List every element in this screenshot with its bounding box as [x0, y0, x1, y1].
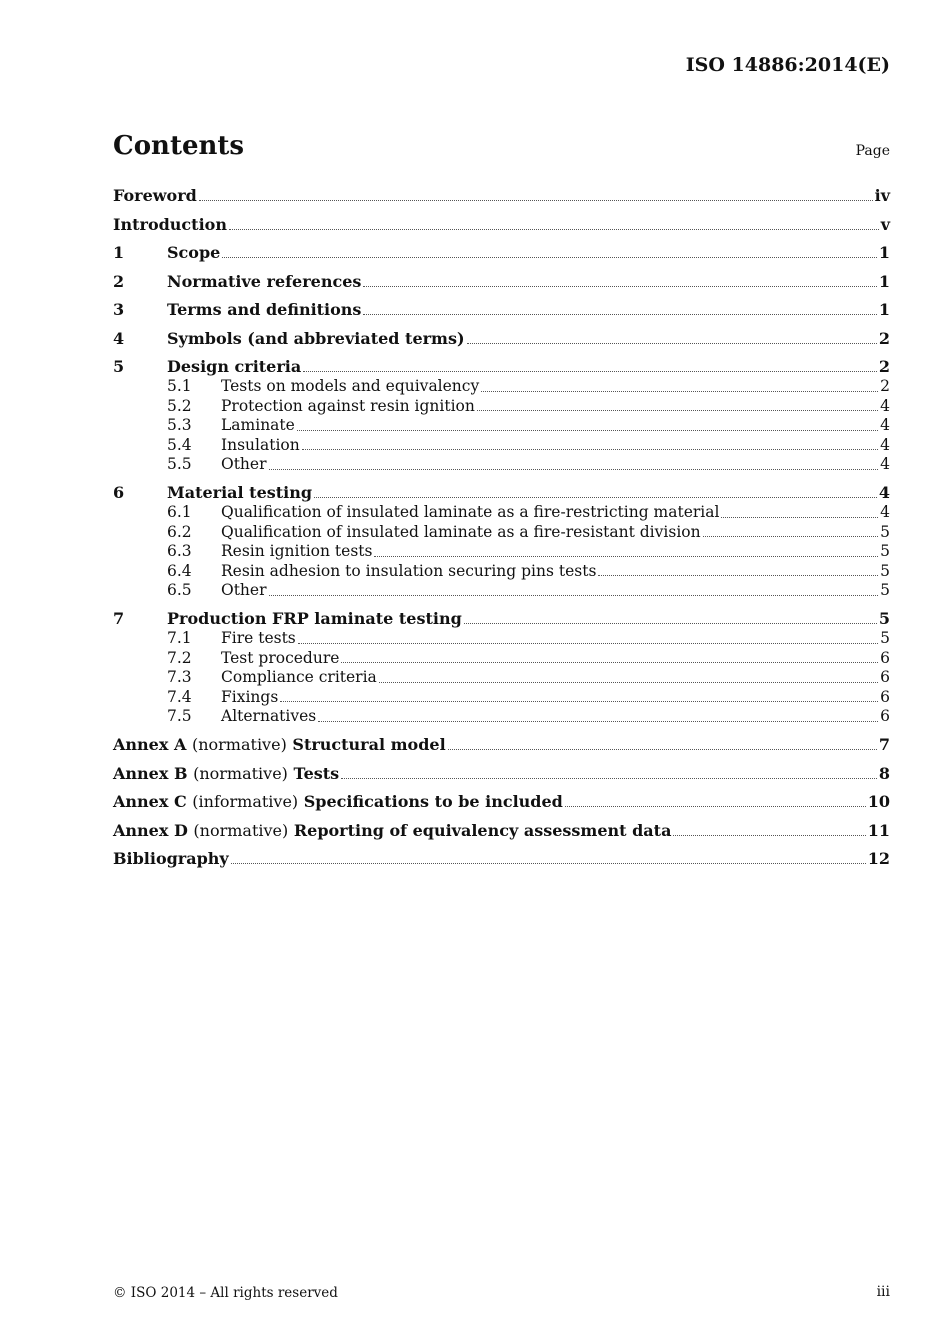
toc-entry-title: Resin adhesion to insulation securing pins tests: [221, 561, 597, 580]
toc-entry-page: 6: [880, 707, 890, 725]
toc-entry[interactable]: [113, 185, 890, 206]
toc-entry[interactable]: [113, 707, 890, 727]
toc-entry-page: 12: [867, 849, 890, 868]
toc-entry-title: Protection against resin ignition: [221, 396, 475, 415]
toc-entry-title: Design criteria: [167, 357, 302, 376]
toc-entry-page: 6: [880, 668, 890, 686]
toc-entry-page: 8: [878, 763, 890, 783]
toc-entry-page: 5: [880, 522, 890, 541]
toc-entry-number: 7.2: [167, 648, 192, 667]
annex-type: (normative): [193, 820, 289, 840]
toc-entry-title: [113, 791, 563, 812]
toc-entry-number: 6: [113, 483, 125, 502]
toc-entry[interactable]: [113, 523, 890, 543]
dot-leader: [229, 228, 879, 230]
dot-leader: [231, 862, 866, 864]
dot-leader: [199, 199, 873, 201]
toc-entry[interactable]: [113, 820, 890, 841]
toc-entry-page: 4: [878, 483, 890, 502]
dot-leader: [303, 370, 877, 372]
copyright-notice: © ISO 2014 – All rights reserved: [113, 1285, 338, 1301]
dot-leader: [565, 805, 866, 807]
annex-title: Reporting of equivalency assessment data: [293, 820, 672, 840]
toc-entry[interactable]: [113, 734, 890, 755]
toc-entry-title: [113, 734, 446, 755]
dot-leader: [703, 535, 879, 537]
annex-title: Specifications to be included: [303, 792, 563, 811]
toc-entry-title: [113, 820, 671, 841]
toc-entry-title: Insulation: [221, 435, 300, 454]
dot-leader: [379, 681, 878, 683]
toc-entry[interactable]: [113, 688, 890, 708]
toc-entry-number: 7: [113, 609, 125, 628]
toc-entry[interactable]: [113, 242, 890, 263]
toc-entry-title: Alternatives: [221, 707, 317, 725]
toc-entry-number: 6.2: [167, 522, 192, 541]
toc-entry[interactable]: [113, 629, 890, 649]
toc-entry-page: 1: [878, 271, 890, 291]
toc-entry[interactable]: [113, 416, 890, 436]
toc-entry[interactable]: [113, 299, 890, 320]
toc-entry-page: 10: [867, 792, 890, 811]
toc-entry-number: 5.2: [167, 396, 192, 415]
dot-leader: [222, 256, 877, 258]
toc-entry-page: v: [880, 214, 890, 234]
toc-entry[interactable]: [113, 356, 890, 377]
toc-entry-page: 4: [880, 455, 890, 473]
toc-entry-title: Foreword: [113, 186, 197, 205]
toc-entry-title: Production FRP laminate testing: [167, 609, 462, 628]
toc-entry[interactable]: [113, 482, 890, 503]
toc-entry-title: Terms and definitions: [167, 300, 362, 319]
toc-entry-number: 7.5: [167, 707, 192, 725]
dot-leader: [363, 285, 876, 287]
annex-label: Annex C: [113, 792, 187, 811]
annex-title: Tests: [293, 763, 340, 783]
toc-entry[interactable]: [113, 214, 890, 235]
toc-entry-title: Symbols (and abbreviated terms): [167, 328, 465, 348]
toc-entry-number: 6.1: [167, 503, 192, 521]
table-of-contents: [113, 185, 890, 869]
footer-page-number: iii: [876, 1284, 890, 1300]
toc-entry[interactable]: [113, 397, 890, 417]
toc-entry-title: Compliance criteria: [221, 668, 377, 686]
toc-entry[interactable]: [113, 436, 890, 456]
toc-entry-title: [113, 763, 339, 784]
toc-entry-page: 5: [880, 581, 890, 599]
annex-type: (normative): [193, 763, 288, 783]
dot-leader: [269, 468, 879, 470]
toc-entry-page: 2: [878, 328, 890, 348]
toc-entry-page: 6: [880, 687, 890, 706]
toc-entry[interactable]: [113, 542, 890, 562]
toc-entry-title: Tests on models and equivalency: [221, 377, 480, 395]
dot-leader: [673, 834, 865, 836]
dot-leader: [302, 448, 878, 450]
dot-leader: [297, 429, 878, 431]
document-id: ISO 14886:2014(E): [685, 54, 890, 76]
annex-label: Annex D: [113, 820, 188, 840]
annex-label: Annex B: [113, 763, 188, 783]
toc-entry-number: 7.4: [167, 687, 192, 706]
toc-entry-number: 3: [113, 300, 125, 319]
dot-leader: [481, 390, 878, 392]
dot-leader: [598, 574, 878, 576]
toc-entry-title: Bibliography: [113, 849, 229, 868]
dot-leader: [341, 661, 878, 663]
toc-entry-number: 7.1: [167, 629, 192, 647]
toc-entry-number: 5.1: [167, 377, 192, 395]
dot-leader: [477, 409, 878, 411]
toc-entry-title: Scope: [167, 243, 221, 262]
toc-entry-page: iv: [874, 186, 890, 205]
toc-entry-page: 5: [880, 542, 890, 560]
dot-leader: [318, 720, 878, 722]
toc-entry-title: Introduction: [113, 214, 227, 234]
dot-leader: [280, 700, 878, 702]
dot-leader: [467, 342, 877, 344]
toc-entry-number: 5.4: [167, 435, 192, 454]
toc-entry-page: 1: [878, 243, 890, 262]
toc-entry[interactable]: [113, 503, 890, 523]
dot-leader: [341, 777, 877, 779]
toc-entry[interactable]: [113, 271, 890, 292]
toc-entry-page: 4: [880, 435, 890, 454]
toc-entry-number: 7.3: [167, 668, 192, 686]
toc-entry-title: Test procedure: [221, 648, 340, 667]
toc-entry[interactable]: [113, 763, 890, 784]
toc-entry[interactable]: [113, 562, 890, 582]
toc-entry-page: 6: [880, 648, 890, 667]
toc-entry[interactable]: [113, 608, 890, 629]
toc-entry[interactable]: [113, 455, 890, 475]
toc-entry-title: Qualification of insulated laminate as a fire-restricting material: [221, 503, 720, 521]
toc-entry-title: Material testing: [167, 483, 313, 502]
toc-entry-title: Resin ignition tests: [221, 542, 373, 560]
toc-entry-number: 5.5: [167, 455, 192, 473]
dot-leader: [374, 555, 878, 557]
toc-entry[interactable]: [113, 377, 890, 397]
toc-entry-title: Fire tests: [221, 629, 296, 647]
toc-entry-number: 5.3: [167, 416, 192, 434]
toc-entry-page: 4: [880, 396, 890, 415]
dot-leader: [363, 313, 876, 315]
toc-entry[interactable]: [113, 328, 890, 349]
toc-entry-title: Laminate: [221, 416, 295, 434]
dot-leader: [269, 594, 879, 596]
toc-entry[interactable]: [113, 649, 890, 669]
toc-entry-page: 2: [880, 377, 890, 395]
toc-entry-page: 4: [880, 503, 890, 521]
toc-entry-number: 6.3: [167, 542, 192, 560]
dot-leader: [721, 516, 878, 518]
toc-entry-page: 4: [880, 416, 890, 434]
annex-title: Structural model: [292, 735, 446, 754]
toc-entry-number: 2: [113, 271, 125, 291]
dot-leader: [298, 642, 878, 644]
toc-entry-number: 6.5: [167, 581, 192, 599]
toc-entry-page: 5: [880, 561, 890, 580]
toc-entry-number: 5: [113, 357, 125, 376]
toc-entry-title: Other: [221, 455, 267, 473]
toc-entry-page: 2: [878, 357, 890, 376]
toc-entry[interactable]: [113, 581, 890, 601]
toc-entry-title: Fixings: [221, 687, 279, 706]
toc-entry[interactable]: [113, 668, 890, 688]
toc-entry-page: 1: [878, 300, 890, 319]
toc-entry-number: 4: [113, 328, 125, 348]
annex-label: Annex A: [113, 735, 187, 754]
page-column-label: Page: [855, 143, 890, 159]
toc-entry-number: 6.4: [167, 561, 192, 580]
annex-type: (informative): [192, 792, 299, 811]
toc-entry-page: 5: [878, 609, 890, 628]
toc-entry-page: 5: [880, 629, 890, 647]
annex-type: (normative): [191, 735, 287, 754]
dot-leader: [448, 748, 877, 750]
dot-leader: [314, 496, 877, 498]
toc-entry-page: 7: [878, 735, 890, 754]
toc-entry[interactable]: [113, 791, 890, 812]
toc-entry-title: Normative references: [167, 271, 362, 291]
toc-entry-page: 11: [867, 820, 890, 840]
toc-entry-title: Qualification of insulated laminate as a fire-resistant division: [221, 522, 701, 541]
dot-leader: [464, 622, 877, 624]
toc-entry-title: Other: [221, 581, 267, 599]
toc-entry-number: 1: [113, 243, 125, 262]
toc-entry[interactable]: [113, 848, 890, 869]
page-title: Contents: [113, 131, 245, 161]
